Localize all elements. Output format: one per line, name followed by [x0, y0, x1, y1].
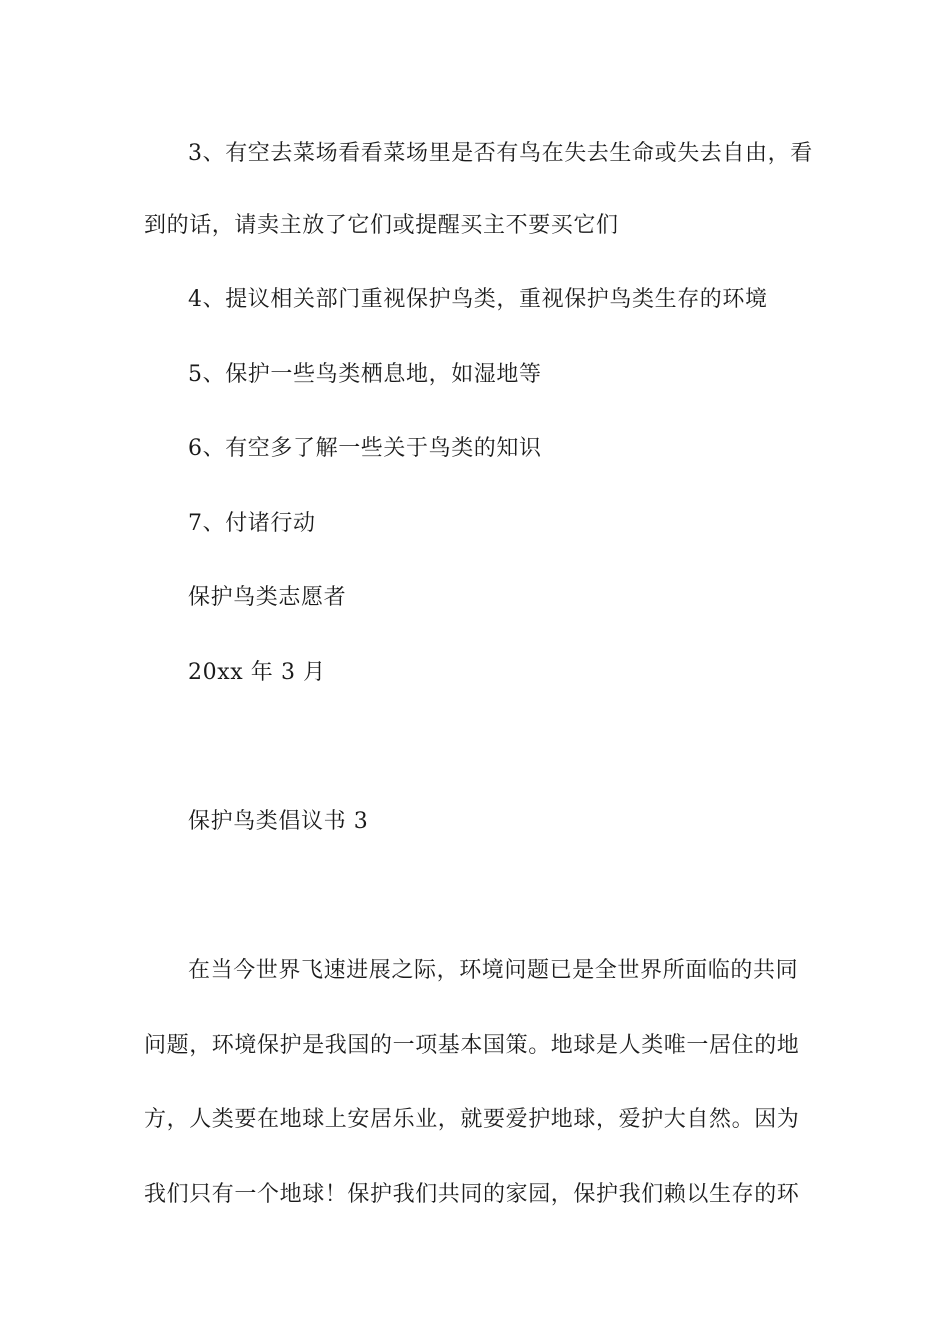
list-item-6: 6、有空多了解一些关于鸟类的知识	[188, 436, 542, 461]
list-item-7: 7、付诸行动	[188, 511, 316, 536]
section-title: 保护鸟类倡议书 3	[188, 809, 369, 834]
date: 20xx 年 3 月	[188, 660, 326, 685]
signature: 保护鸟类志愿者	[188, 585, 347, 610]
list-item-3-line-2: 到的话，请卖主放了它们或提醒买主不要买它们	[144, 213, 619, 238]
list-item-5: 5、保护一些鸟类栖息地，如湿地等	[188, 362, 542, 387]
body-line-4: 我们只有一个地球！保护我们共同的家园，保护我们赖以生存的环	[144, 1182, 800, 1207]
body-line-3: 方，人类要在地球上安居乐业，就要爱护地球，爱护大自然。因为	[144, 1107, 800, 1132]
body-line-2: 问题，环境保护是我国的一项基本国策。地球是人类唯一居住的地	[144, 1033, 800, 1058]
list-item-3-line-1: 3、有空去菜场看看菜场里是否有鸟在失去生命或失去自由，看	[188, 141, 813, 166]
body-line-1: 在当今世界飞速进展之际，环境问题已是全世界所面临的共同	[188, 958, 799, 983]
list-item-4: 4、提议相关部门重视保护鸟类，重视保护鸟类生存的环境	[188, 287, 768, 312]
